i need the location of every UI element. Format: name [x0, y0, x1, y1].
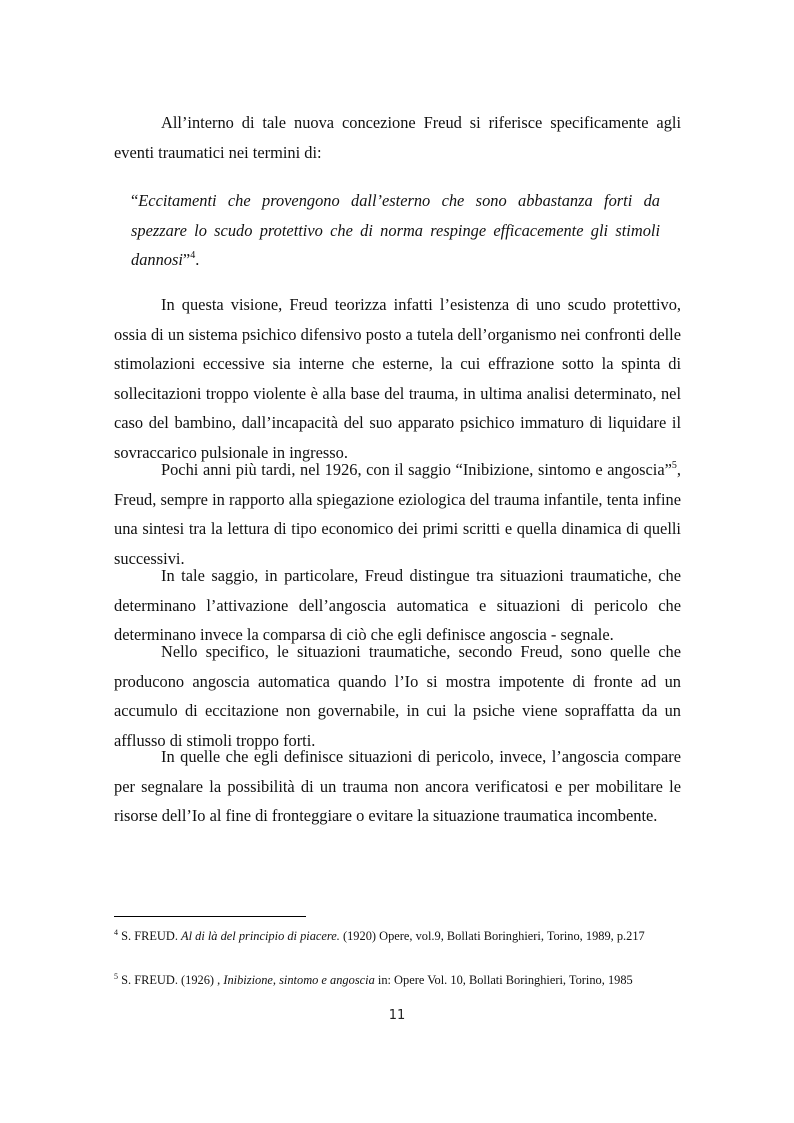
- footnote-4-author: S. FREUD.: [121, 929, 182, 943]
- paragraph-5: Nello specifico, le situazioni traumatiche, secondo Freud, sono quelle che producono angoscia automatica quando l’Io si mostra impotente di fronte ad un accumulo di eccitazione non governabile, in cui la psiche viene sopraffatta da un afflusso di stimoli troppo forti.: [114, 642, 681, 750]
- footnote-4-title: Al di là del principio di piacere.: [181, 929, 340, 943]
- page-number: 11: [388, 1008, 406, 1023]
- footnote-5: [114, 969, 681, 991]
- footnote-5-details: in: Opere Vol. 10, Bollati Boringhieri, Torino, 1985: [374, 973, 633, 987]
- footnote-4-details: (1920) Opere, vol.9, Bollati Boringhieri, Torino, 1989, p.217: [339, 929, 645, 943]
- block-quote: [131, 186, 660, 275]
- paragraph-2: In questa visione, Freud teorizza infatti l’esistenza di uno scudo protettivo, ossia di un sistema psichico difensivo posto a tutela dell’organismo nei confronti delle stimolazioni eccessive sia interne che esterne, la cui effrazione sotto la spinta di sollecitazioni troppo violente è alla base del trauma, in ultima analisi determinato, nel caso del bambino, dall’incapacità del suo apparato psichico immaturo di liquidare il sovraccarico pulsionale in ingresso.: [114, 295, 681, 462]
- paragraph-6: In quelle che egli definisce situazioni di pericolo, invece, l’angoscia compare per segnalare la possibilità di un trauma non ancora verificatosi e per mobilitare le risorse dell’Io al fine di fronteggiare o evitare la situazione traumatica incombente.: [114, 747, 681, 825]
- footnote-5-title: Inibizione, sintomo e angoscia: [223, 973, 375, 987]
- footnote-ref-4[interactable]: 4: [190, 250, 196, 261]
- paragraph-3-text-b: , Freud, sempre in rapporto alla spiegazione eziologica del trauma infantile, tenta infine una sintesi tra la lettura di tipo economico dei primi scritti e quella dinamica di quelli successivi.: [114, 460, 681, 568]
- footnote-divider: [114, 916, 306, 917]
- quote-close-mark: ”: [182, 250, 191, 269]
- paragraph-3-text-a: Pochi anni più tardi, nel 1926, con il saggio “Inibizione, sintomo e angoscia”: [161, 460, 672, 479]
- paragraph-3: [114, 455, 681, 573]
- paragraph-1: All’interno di tale nuova concezione Freud si riferisce specificamente agli eventi traumatici nei termini di:: [114, 113, 681, 162]
- footnote-4-number: 4: [114, 928, 118, 937]
- quote-open-mark: “: [131, 191, 139, 210]
- quote-text: Eccitamenti che provengono dall’esterno che sono abbastanza forti da spezzare lo scudo protettivo che di norma respinge efficacemente gli stimoli dannosi: [131, 191, 660, 269]
- footnote-4: [114, 925, 681, 947]
- footnote-5-author: S. FREUD. (1926) ,: [121, 973, 224, 987]
- footnote-ref-5[interactable]: 5: [671, 460, 677, 471]
- footnote-5-number: 5: [114, 972, 118, 981]
- quote-end: .: [195, 250, 200, 269]
- paragraph-4: In tale saggio, in particolare, Freud distingue tra situazioni traumatiche, che determinano l’attivazione dell’angoscia automatica e situazioni di pericolo che determinano invece la comparsa di ciò che egli definisce angoscia - segnale.: [114, 566, 681, 644]
